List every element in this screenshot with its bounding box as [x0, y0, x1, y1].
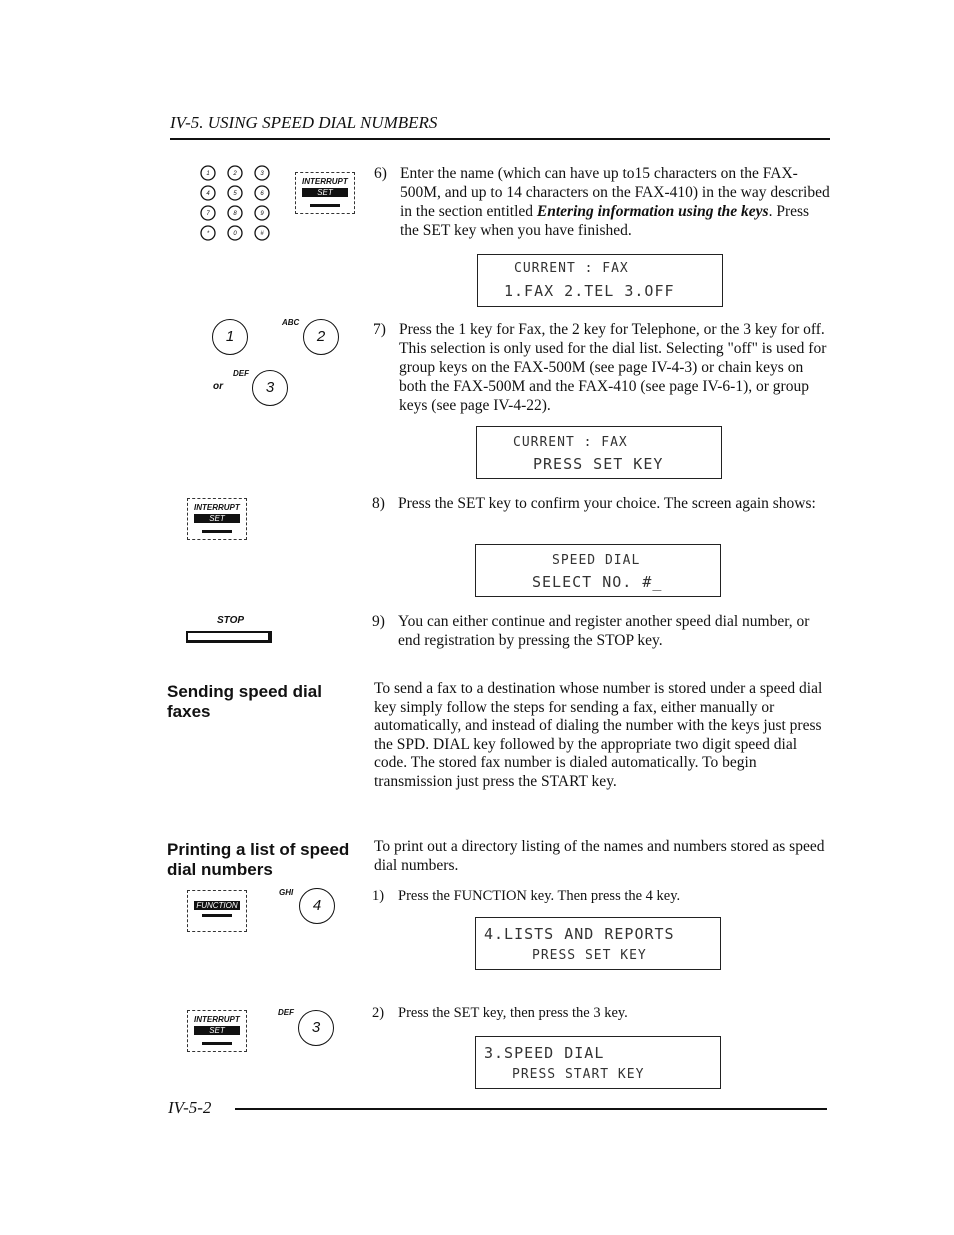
- sending-body: To send a fax to a destination whose number is stored under a speed dial key simply follow the steps for sending a fax, either manually or automatically, and instead of dialing the number with the keys just press the SPD. DIAL key followed by the appropriate two digit speed dial code. The stored fax number is dialed automatically. To begin transmission just press the START key.: [374, 680, 823, 790]
- svg-text:3: 3: [260, 171, 264, 177]
- stop-label: STOP: [217, 615, 245, 626]
- key-3-button[interactable]: [252, 370, 288, 406]
- print-step-2: [372, 1004, 828, 1023]
- step-number: 6): [374, 165, 387, 182]
- lcd-display-1: [477, 254, 723, 307]
- lcd-line-1: CURRENT : FAX: [514, 261, 629, 276]
- svg-text:7: 7: [206, 211, 210, 217]
- section-heading-sending: Sending speed dial faxes: [167, 682, 322, 721]
- step-8: [372, 494, 828, 513]
- key-dash: [310, 204, 340, 207]
- step-9: [372, 612, 828, 650]
- step-emphasis: Entering information using the keys: [536, 203, 769, 220]
- key-2-label: 2: [316, 328, 326, 345]
- interrupt-set-key[interactable]: [187, 498, 247, 540]
- step-text: Press the 1 key for Fax, the 2 key for Telephone, or the 3 key for off. This selection is only used for the dial list. Selecting "off" is used for group keys on the FAX-500M (see page IV-4-3) or chain keys on both the FAX-500M and the FAX-410 (see page IV-6-1), or group keys (see page IV-4-22).: [399, 321, 827, 414]
- svg-text:1: 1: [206, 171, 210, 177]
- interrupt-set-key[interactable]: [295, 172, 355, 214]
- page-number: IV-5-2: [168, 1098, 212, 1117]
- step-number: 9): [372, 613, 385, 630]
- svg-text:*: *: [206, 231, 210, 237]
- step-text: You can either continue and register another speed dial number, or end registration by pressing the STOP key.: [398, 613, 810, 649]
- function-label: FUNCTION: [194, 901, 240, 910]
- key-dash: [202, 530, 232, 533]
- lcd-line-1: 3.SPEED DIAL: [484, 1044, 605, 1062]
- function-key[interactable]: [187, 890, 247, 932]
- lcd-line-2: PRESS SET KEY: [533, 455, 664, 473]
- set-label: SET: [302, 188, 348, 197]
- key-1-label: 1: [225, 328, 235, 345]
- step-text: Press the FUNCTION key. Then press the 4 key.: [398, 888, 681, 904]
- svg-text:#: #: [260, 231, 264, 237]
- or-label: or: [213, 381, 223, 392]
- set-label: SET: [194, 514, 240, 523]
- step-text: Press the SET key, then press the 3 key.: [398, 1005, 628, 1021]
- key-3-label: 3: [311, 1019, 321, 1036]
- key-dash: [202, 1042, 232, 1045]
- lcd-display-5: [475, 1036, 721, 1089]
- step-text: Enter the name (which can have up to15 characters on the FAX-500M, and up to 14 characters on the FAX-410) in the way described in the section entitled: [400, 165, 830, 220]
- lcd-display-3: [475, 544, 721, 597]
- interrupt-label: INTERRUPT: [194, 1015, 240, 1024]
- lcd-line-1: SPEED DIAL: [552, 553, 641, 568]
- step-text: Press the SET key to confirm your choice. The screen again shows:: [398, 495, 816, 512]
- step-text-end: . Press the SET key when you have finished.: [400, 203, 810, 239]
- ghi-label: GHI: [279, 888, 294, 897]
- footer-rule: [235, 1108, 827, 1110]
- svg-text:8: 8: [233, 211, 237, 217]
- step-7: [373, 320, 829, 415]
- svg-text:6: 6: [260, 191, 264, 197]
- key-2-button[interactable]: [303, 319, 339, 355]
- printing-body: To print out a directory listing of the names and numbers stored as speed dial numbers.: [374, 838, 825, 874]
- def-label: DEF: [233, 369, 249, 378]
- svg-text:0: 0: [233, 231, 237, 237]
- lcd-display-2: [476, 426, 722, 479]
- interrupt-set-key[interactable]: [187, 1010, 247, 1052]
- lcd-line-2: SELECT NO. #_: [532, 573, 663, 591]
- stop-button[interactable]: [186, 631, 272, 643]
- lcd-line-2: PRESS SET KEY: [532, 948, 647, 963]
- set-label: SET: [194, 1026, 240, 1035]
- step-number: 2): [372, 1005, 385, 1021]
- svg-text:4: 4: [206, 191, 210, 197]
- lcd-line-1: CURRENT : FAX: [513, 435, 628, 450]
- key-3-label: 3: [265, 379, 275, 396]
- key-dash: [202, 914, 232, 917]
- step-number: 8): [372, 495, 385, 512]
- key-1-button[interactable]: [212, 319, 248, 355]
- def-label: DEF: [278, 1008, 294, 1017]
- key-4-button[interactable]: [299, 888, 335, 924]
- svg-text:5: 5: [233, 191, 237, 197]
- lcd-line-1: 4.LISTS AND REPORTS: [484, 925, 675, 943]
- interrupt-label: INTERRUPT: [194, 503, 240, 512]
- lcd-display-4: [475, 917, 721, 970]
- step-number: 7): [373, 321, 386, 338]
- step-number: 1): [372, 888, 385, 904]
- interrupt-label: INTERRUPT: [302, 177, 348, 186]
- svg-text:9: 9: [260, 211, 264, 217]
- lcd-line-2: 1.FAX 2.TEL 3.OFF: [504, 282, 675, 300]
- step-6: [374, 164, 830, 240]
- header-rule: [170, 138, 830, 140]
- abc-label: ABC: [282, 318, 300, 327]
- key-4-label: 4: [312, 897, 322, 914]
- keypad-illustration: [198, 164, 278, 244]
- page-header-title: IV-5. USING SPEED DIAL NUMBERS: [170, 113, 438, 132]
- key-3-button[interactable]: [298, 1010, 334, 1046]
- lcd-line-2: PRESS START KEY: [512, 1067, 645, 1082]
- print-step-1: [372, 887, 828, 906]
- svg-text:2: 2: [233, 171, 237, 177]
- section-heading-printing: Printing a list of speed dial numbers: [167, 840, 350, 879]
